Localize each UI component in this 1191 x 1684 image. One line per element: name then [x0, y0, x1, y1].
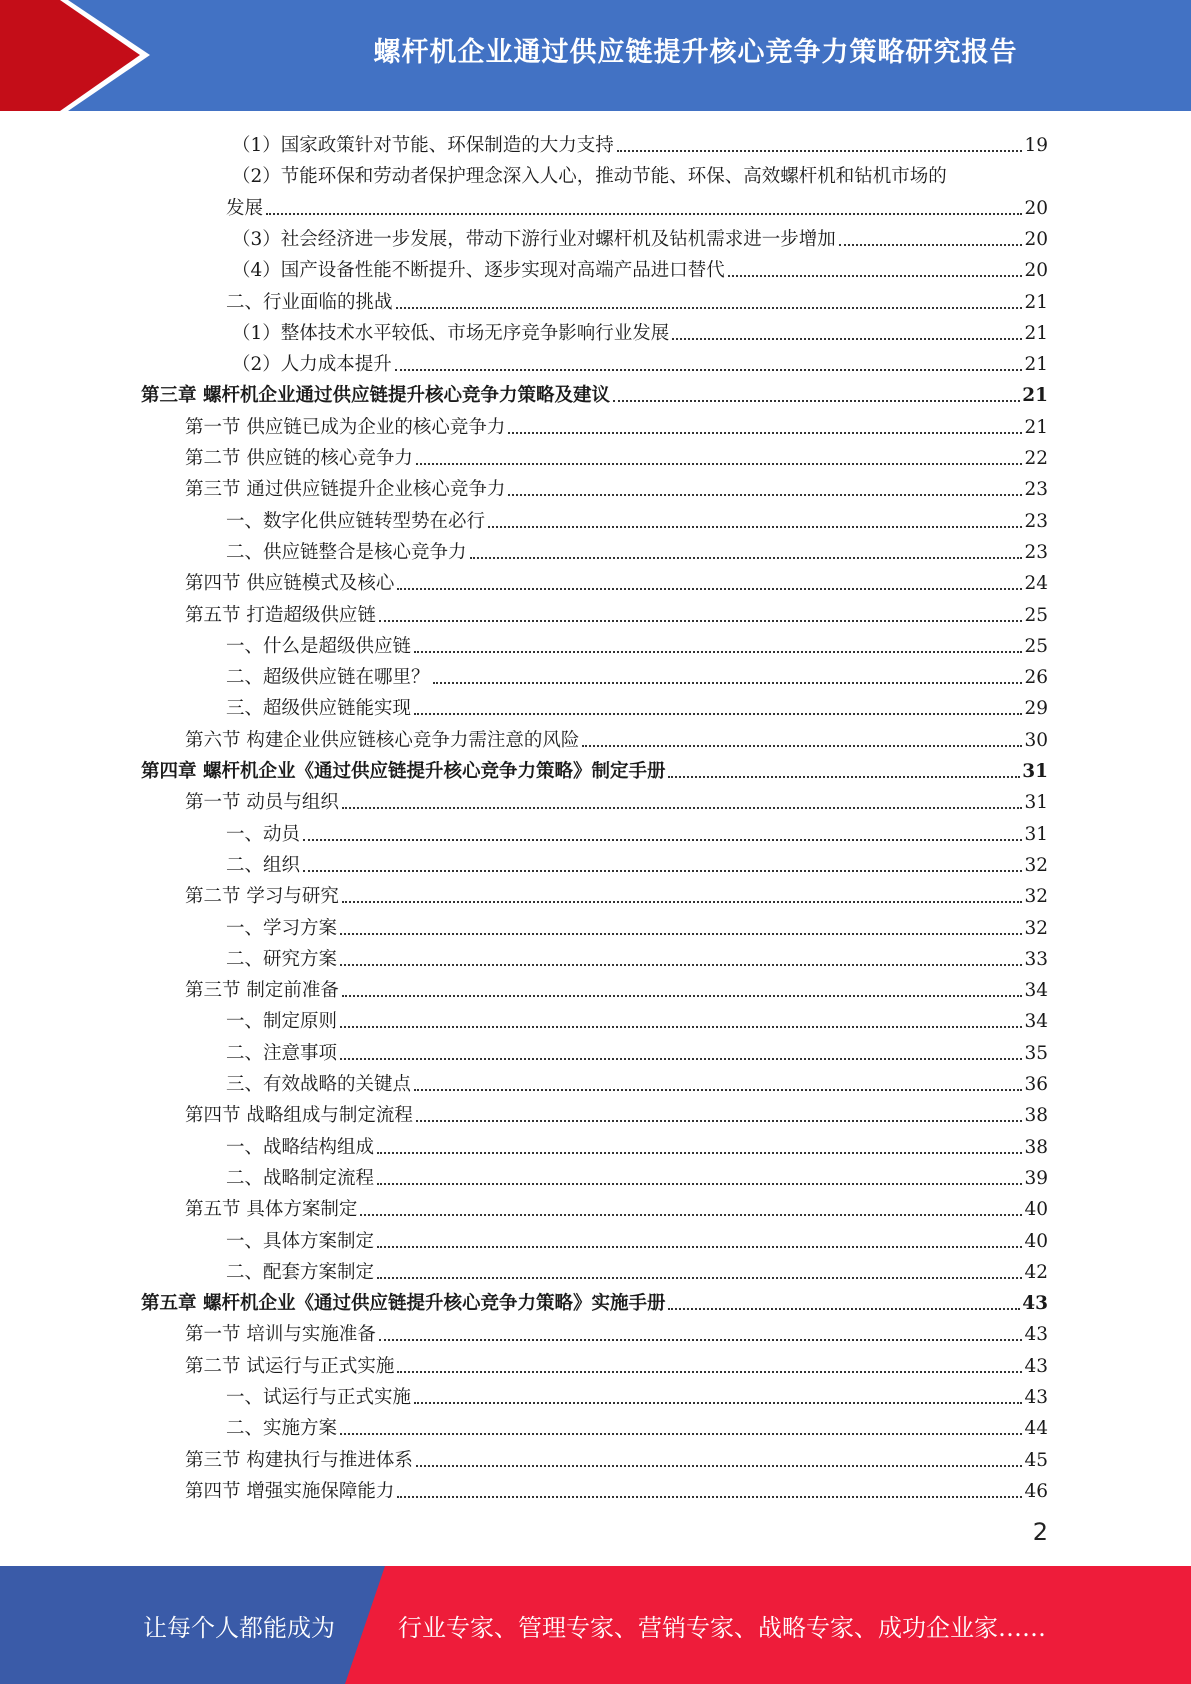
toc-subsection-entry[interactable] — [226, 1379, 1048, 1410]
toc-section-entry[interactable] — [185, 597, 1048, 628]
toc-subsection-entry[interactable] — [232, 346, 1048, 377]
toc-dot-leader — [340, 1026, 1022, 1028]
toc-page-number: 21 — [1024, 416, 1048, 438]
toc-page-number: 42 — [1024, 1261, 1048, 1283]
toc-page-number: 23 — [1024, 479, 1048, 501]
toc-page-number: 21 — [1024, 354, 1048, 376]
toc-subsection-entry[interactable] — [226, 628, 1048, 659]
footer-slogan-left: 让每个人都能成为 — [143, 1613, 335, 1642]
toc-entry-title: （1）国家政策针对节能、环保制造的大力支持 — [232, 135, 614, 156]
toc-dot-leader — [414, 1089, 1022, 1091]
toc-entry-title: 一、战略结构组成 — [226, 1136, 375, 1158]
toc-dot-leader — [397, 1496, 1022, 1498]
toc-dot-leader — [377, 1152, 1022, 1154]
page-footer — [0, 1566, 1191, 1684]
toc-entry-title: 一、动员 — [226, 823, 301, 845]
toc-section-entry[interactable] — [185, 409, 1048, 440]
toc-entry-title: （3）社会经济进一步发展，带动下游行业对螺杆机及钻机需求进一步增加 — [232, 228, 836, 250]
footer-slogan-right: 行业专家、管理专家、营销专家、战略专家、成功企业家…… — [398, 1613, 1046, 1642]
toc-page-number: 20 — [1024, 260, 1048, 282]
toc-chapter-entry[interactable] — [141, 1285, 1048, 1316]
toc-subsection-entry[interactable] — [226, 284, 1048, 315]
toc-dot-leader — [582, 745, 1022, 747]
toc-chapter-entry[interactable] — [141, 377, 1048, 408]
toc-page-number: 20 — [1024, 197, 1048, 219]
toc-section-entry[interactable] — [185, 1473, 1048, 1504]
toc-entry-title: 第一节 培训与实施准备 — [185, 1324, 376, 1346]
toc-section-entry[interactable] — [185, 565, 1048, 596]
toc-subsection-entry[interactable] — [226, 503, 1048, 534]
toc-dot-leader — [470, 557, 1023, 559]
toc-page-number: 35 — [1024, 1042, 1048, 1064]
toc-dot-leader — [377, 1183, 1022, 1185]
toc-dot-leader — [839, 244, 1023, 246]
toc-entry-title: 发展 — [226, 197, 264, 219]
toc-page-number: 21 — [1024, 291, 1048, 313]
toc-entry-title: （4）国产设备性能不断提升、逐步实现对高端产品进口替代 — [232, 260, 725, 282]
toc-entry-title: 二、实施方案 — [226, 1418, 338, 1440]
toc-page-number: 33 — [1024, 948, 1048, 970]
toc-entry-title: 第五节 打造超级供应链 — [185, 604, 376, 626]
toc-page-number: 45 — [1024, 1449, 1048, 1471]
toc-section-entry[interactable] — [185, 878, 1048, 909]
toc-entry-title: 第四章 螺杆机企业《通过供应链提升核心竞争力策略》制定手册 — [141, 761, 666, 782]
toc-entry-title: 二、研究方案 — [226, 948, 338, 970]
toc-page-number: 40 — [1024, 1199, 1048, 1221]
toc-entry-title: 三、超级供应链能实现 — [226, 698, 412, 720]
toc-page-number: 21 — [1024, 322, 1048, 344]
toc-entry-title: 第三节 通过供应链提升企业核心竞争力 — [185, 479, 506, 501]
toc-page-number: 31 — [1024, 823, 1048, 845]
toc-section-entry[interactable] — [185, 1316, 1048, 1347]
toc-entry-title: 一、具体方案制定 — [226, 1230, 375, 1252]
toc-dot-leader — [414, 713, 1022, 715]
toc-subsection-entry[interactable] — [226, 190, 1048, 221]
toc-dot-leader — [416, 1465, 1023, 1467]
toc-subsection-entry[interactable] — [226, 1035, 1048, 1066]
toc-dot-leader — [672, 338, 1022, 340]
toc-page-number: 38 — [1024, 1105, 1048, 1127]
toc-subsection-entry[interactable] — [232, 158, 1048, 189]
document-title: 螺杆机企业通过供应链提升核心竞争力策略研究报告 — [373, 36, 1018, 68]
toc-entry-title: 第四节 增强实施保障能力 — [185, 1480, 395, 1502]
toc-page-number: 26 — [1024, 667, 1048, 689]
toc-entry-title: 第一节 动员与组织 — [185, 792, 339, 814]
toc-dot-leader — [340, 933, 1022, 935]
toc-subsection-entry[interactable] — [226, 534, 1048, 565]
toc-dot-leader — [379, 1339, 1023, 1341]
toc-page-number: 30 — [1024, 729, 1048, 751]
toc-page-number: 32 — [1024, 854, 1048, 876]
toc-page-number: 25 — [1024, 635, 1048, 657]
toc-page-number: 20 — [1024, 228, 1048, 250]
toc-dot-leader — [266, 213, 1022, 215]
toc-dot-leader — [416, 1120, 1023, 1122]
toc-entry-title: 一、制定原则 — [226, 1011, 338, 1033]
toc-entry-title: 二、战略制定流程 — [226, 1167, 375, 1189]
toc-page-number: 22 — [1024, 448, 1048, 469]
toc-entry-title: 二、组织 — [226, 854, 301, 876]
toc-subsection-entry[interactable] — [226, 847, 1048, 878]
toc-section-entry[interactable] — [185, 471, 1048, 502]
toc-dot-leader — [342, 901, 1023, 903]
toc-dot-leader — [397, 588, 1022, 590]
toc-page-number: 25 — [1024, 604, 1048, 626]
toc-subsection-entry[interactable] — [232, 127, 1048, 158]
toc-dot-leader — [508, 494, 1022, 496]
toc-entry-title: 一、学习方案 — [226, 917, 338, 939]
toc-dot-leader — [668, 776, 1020, 778]
toc-entry-title: 二、行业面临的挑战 — [226, 291, 393, 313]
toc-subsection-entry[interactable] — [226, 816, 1048, 847]
toc-subsection-entry[interactable] — [232, 221, 1048, 252]
toc-entry-title: 第一节 供应链已成为企业的核心竞争力 — [185, 416, 506, 438]
toc-entry-title: 第五节 具体方案制定 — [185, 1199, 358, 1221]
toc-subsection-entry[interactable] — [226, 910, 1048, 941]
toc-dot-leader — [414, 1402, 1022, 1404]
toc-entry-title: 二、供应链整合是核心竞争力 — [226, 541, 467, 563]
toc-subsection-entry[interactable] — [226, 659, 1048, 690]
toc-page-number: 46 — [1024, 1480, 1048, 1502]
toc-entry-title: 第五章 螺杆机企业《通过供应链提升核心竞争力策略》实施手册 — [141, 1293, 666, 1315]
toc-section-entry[interactable] — [185, 722, 1048, 753]
toc-entry-title: 三、有效战略的关键点 — [226, 1074, 412, 1095]
toc-page-number: 29 — [1024, 698, 1048, 720]
toc-dot-leader — [340, 1058, 1022, 1060]
toc-page-number: 39 — [1024, 1167, 1048, 1189]
toc-entry-title: 第三章 螺杆机企业通过供应链提升核心竞争力策略及建议 — [141, 385, 610, 407]
toc-section-entry[interactable] — [185, 1442, 1048, 1473]
toc-dot-leader — [414, 651, 1022, 653]
toc-dot-leader — [416, 463, 1023, 465]
toc-entry-title: 第二节 试运行与正式实施 — [185, 1355, 395, 1377]
toc-dot-leader — [433, 682, 1023, 684]
toc-entry-title: 第二节 学习与研究 — [185, 886, 339, 908]
toc-subsection-entry[interactable] — [226, 941, 1048, 972]
toc-dot-leader — [488, 526, 1022, 528]
toc-entry-title: 第四节 供应链模式及核心 — [185, 573, 395, 595]
toc-page-number: 44 — [1024, 1418, 1048, 1440]
toc-dot-leader — [303, 870, 1022, 872]
toc-page-number: 31 — [1022, 761, 1048, 782]
toc-dot-leader — [397, 1371, 1022, 1373]
toc-page-number: 36 — [1024, 1074, 1048, 1095]
toc-entry-title: （2）人力成本提升 — [232, 354, 392, 376]
toc-dot-leader — [303, 839, 1022, 841]
toc-dot-leader — [377, 1246, 1022, 1248]
toc-page-number: 21 — [1022, 385, 1048, 407]
toc-dot-leader — [617, 150, 1023, 152]
toc-page-number: 34 — [1024, 980, 1048, 1002]
toc-entry-title: 第三节 制定前准备 — [185, 980, 339, 1002]
toc-entry-title: 一、数字化供应链转型势在必行 — [226, 510, 486, 532]
toc-page-number: 43 — [1024, 1355, 1048, 1377]
toc-section-entry[interactable] — [185, 1097, 1048, 1128]
toc-dot-leader — [342, 995, 1023, 997]
toc-dot-leader — [379, 620, 1023, 622]
toc-subsection-entry[interactable] — [226, 1003, 1048, 1034]
toc-entry-title: （2）节能环保和劳动者保护理念深入人心，推动节能、环保、高效螺杆机和钻机市场的 — [232, 166, 947, 188]
toc-section-entry[interactable] — [185, 440, 1048, 471]
toc-page-number: 31 — [1024, 792, 1048, 814]
page-header — [0, 0, 1191, 111]
toc-subsection-entry[interactable] — [226, 690, 1048, 721]
toc-page-number: 24 — [1024, 573, 1048, 595]
toc-dot-leader — [340, 1433, 1022, 1435]
toc-chapter-entry[interactable] — [141, 753, 1048, 784]
toc-subsection-entry[interactable] — [226, 1223, 1048, 1254]
toc-page-number: 34 — [1024, 1011, 1048, 1033]
toc-entry-title: 二、注意事项 — [226, 1042, 338, 1064]
toc-entry-title: 一、什么是超级供应链 — [226, 635, 412, 657]
toc-dot-leader — [613, 400, 1020, 402]
toc-page-number: 43 — [1024, 1387, 1048, 1408]
toc-page-number: 23 — [1024, 510, 1048, 532]
toc-entry-title: 一、试运行与正式实施 — [226, 1387, 412, 1408]
toc-entry-title: 二、超级供应链在哪里？ — [226, 667, 430, 689]
toc-dot-leader — [395, 369, 1023, 371]
toc-entry-title: 第四节 战略组成与制定流程 — [185, 1105, 413, 1127]
toc-dot-leader — [340, 964, 1022, 966]
toc-subsection-entry[interactable] — [232, 252, 1048, 283]
toc-page-number: 23 — [1024, 541, 1048, 563]
toc-entry-title: 第二节 供应链的核心竞争力 — [185, 448, 413, 469]
toc-dot-leader — [377, 1277, 1022, 1279]
toc-subsection-entry[interactable] — [232, 315, 1048, 346]
toc-page-number: 38 — [1024, 1136, 1048, 1158]
toc-page-number: 43 — [1022, 1293, 1048, 1315]
toc-section-entry[interactable] — [185, 1191, 1048, 1222]
toc-page-number: 19 — [1024, 135, 1048, 156]
page-number: 2 — [1032, 1518, 1048, 1546]
toc-page-number: 32 — [1024, 917, 1048, 939]
toc-entry-title: 二、配套方案制定 — [226, 1261, 375, 1283]
toc-subsection-entry[interactable] — [226, 1410, 1048, 1441]
toc-dot-leader — [342, 807, 1023, 809]
toc-section-entry[interactable] — [185, 1348, 1048, 1379]
toc-subsection-entry[interactable] — [226, 1066, 1048, 1097]
toc-subsection-entry[interactable] — [226, 1254, 1048, 1285]
header-red-arrow — [0, 0, 150, 111]
toc-page-number: 40 — [1024, 1230, 1048, 1252]
toc-dot-leader — [668, 1308, 1020, 1310]
toc-entry-title: （1）整体技术水平较低、市场无序竞争影响行业发展 — [232, 322, 670, 344]
toc-dot-leader — [360, 1214, 1022, 1216]
toc-section-entry[interactable] — [185, 784, 1048, 815]
toc-page-number: 43 — [1024, 1324, 1048, 1346]
toc-subsection-entry[interactable] — [226, 1129, 1048, 1160]
toc-page-number: 32 — [1024, 886, 1048, 908]
toc-entry-title: 第三节 构建执行与推进体系 — [185, 1449, 413, 1471]
toc-section-entry[interactable] — [185, 972, 1048, 1003]
toc-subsection-entry[interactable] — [226, 1160, 1048, 1191]
toc-entry-title: 第六节 构建企业供应链核心竞争力需注意的风险 — [185, 729, 580, 751]
toc-dot-leader — [508, 432, 1022, 434]
toc-dot-leader — [728, 275, 1023, 277]
toc-dot-leader — [396, 307, 1023, 309]
